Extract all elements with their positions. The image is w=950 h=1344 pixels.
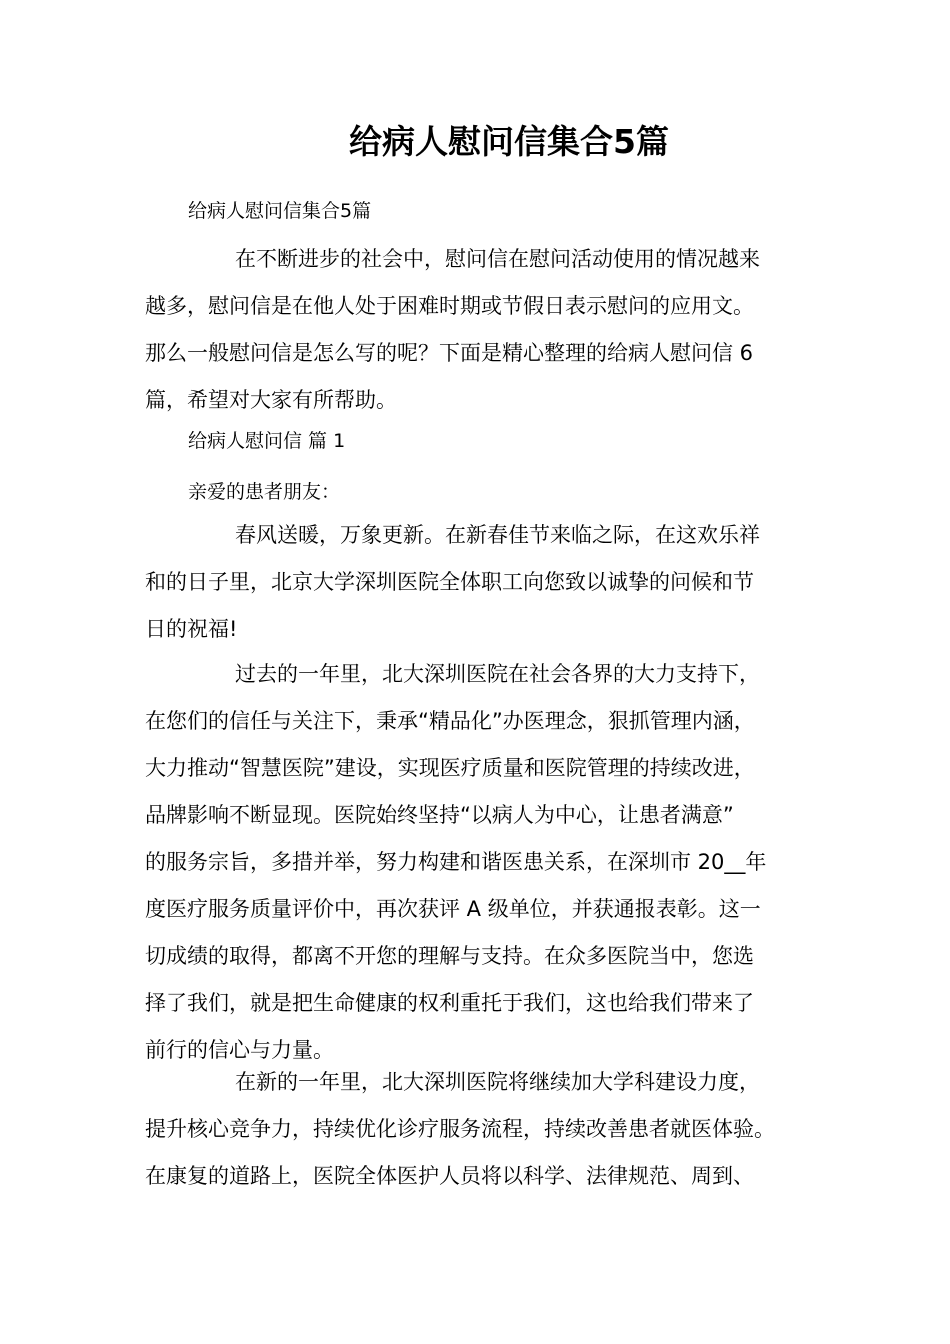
intro-paragraph [145, 236, 835, 424]
paragraph-line: 在您们的信任与关注下，秉承“精品化”办医理念，狠抓管理内涵， [145, 709, 755, 733]
paragraph-line: 春风送暖，万象更新。在新春佳节来临之际，在这欢乐祥 [235, 523, 760, 547]
paragraph-line: 过去的一年里，北大深圳医院在社会各界的大力支持下， [235, 662, 760, 686]
paragraph-line: 在康复的道路上，医院全体医护人员将以科学、法律规范、周到、 [145, 1164, 754, 1188]
paragraph-line: 大力推动“智慧医院”建设，实现医疗质量和医院管理的持续改进， [145, 756, 755, 780]
paragraph-line: 切成绩的取得，都离不开您的理解与支持。在众多医院当中，您选 [145, 944, 754, 968]
paragraph-line: 前行的信心与力量。 [145, 1038, 334, 1062]
paragraph-line: 在新的一年里，北大深圳医院将继续加大学科建设力度， [235, 1070, 760, 1094]
paragraph-line: 品牌影响不断显现。医院始终坚持“以病人为中心，让患者满意” [145, 803, 734, 827]
paragraph-line: 择了我们，就是把生命健康的权利重托于我们，这也给我们带来了 [145, 991, 754, 1015]
paragraph-line: 篇，希望对大家有所帮助。 [145, 388, 397, 412]
paragraph-line: 日的祝福! [145, 617, 238, 641]
paragraph-line: 和的日子里，北京大学深圳医院全体职工向您致以诚挚的问候和节 [145, 570, 754, 594]
paragraph-line: 的服务宗旨，多措并举，努力构建和谐医患关系，在深圳市 20__年 [145, 850, 767, 874]
document-title: 给病人慰问信集合5篇 [349, 122, 669, 161]
section-heading: 给病人慰问信 篇 1 [188, 430, 346, 452]
outlook-paragraph [145, 1059, 835, 1200]
review-paragraph [145, 651, 835, 1074]
paragraph-line: 度医疗服务质量评价中，再次获评 A 级单位，并获通报表彰。这一 [145, 897, 761, 921]
paragraph-line: 提升核心竞争力，持续优化诊疗服务流程，持续改善患者就医体验。 [145, 1117, 775, 1141]
paragraph-line: 在不断进步的社会中，慰问信在慰问活动使用的情况越来 [235, 247, 760, 271]
paragraph-line: 越多，慰问信是在他人处于困难时期或节假日表示慰问的应用文。 [145, 294, 754, 318]
document-subtitle: 给病人慰问信集合5篇 [188, 200, 372, 222]
paragraph-line: 那么一般慰问信是怎么写的呢？下面是精心整理的给病人慰问信 6 [145, 341, 754, 365]
salutation: 亲爱的患者朋友： [188, 481, 341, 503]
greeting-paragraph [145, 512, 835, 653]
